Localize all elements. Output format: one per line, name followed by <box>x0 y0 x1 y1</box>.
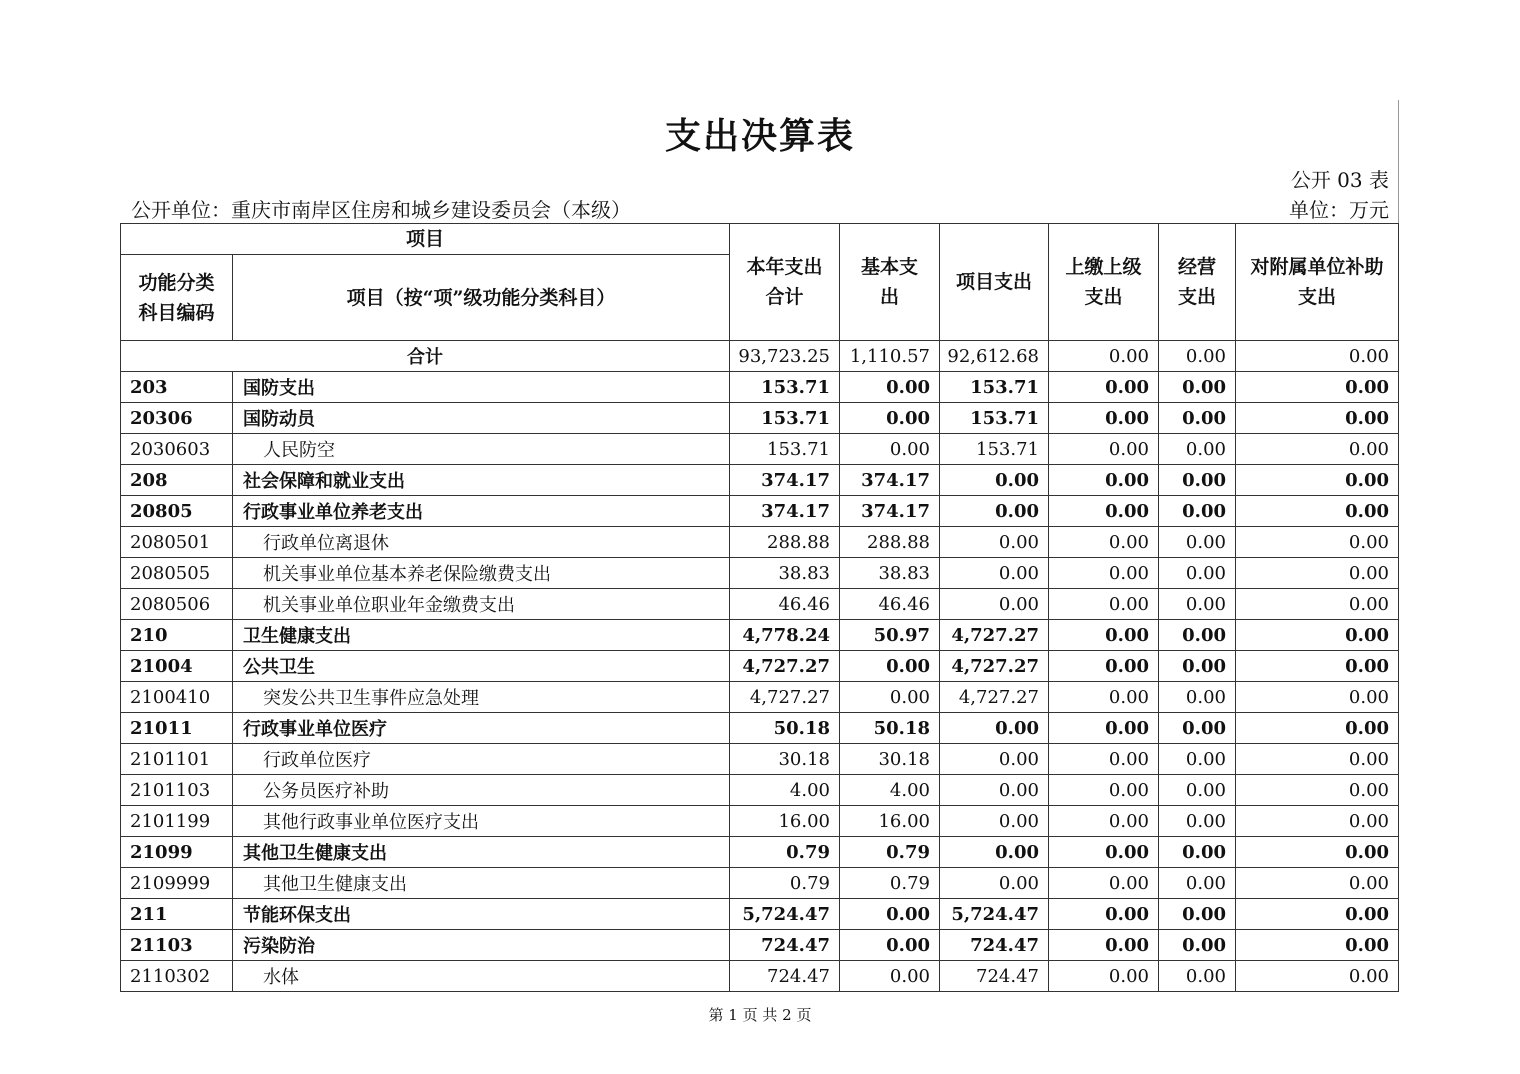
table-row <box>121 651 1399 682</box>
row-subsidy: 0.00 <box>1236 620 1399 651</box>
row-code: 208 <box>121 465 233 496</box>
row-business: 0.00 <box>1159 899 1236 930</box>
row-upper: 0.00 <box>1049 837 1159 868</box>
row-basic: 0.00 <box>840 372 940 403</box>
row-total: 153.71 <box>730 372 840 403</box>
row-project: 5,724.47 <box>940 899 1049 930</box>
row-upper: 0.00 <box>1049 775 1159 806</box>
row-basic: 0.00 <box>840 961 940 992</box>
row-project: 724.47 <box>940 961 1049 992</box>
reporting-unit: 公开单位：重庆市南岸区住房和城乡建设委员会（本级） <box>131 198 631 222</box>
row-business: 0.00 <box>1159 775 1236 806</box>
row-upper: 0.00 <box>1049 868 1159 899</box>
header-project: 项目 <box>121 224 730 255</box>
row-project: 0.00 <box>940 465 1049 496</box>
table-row <box>121 620 1399 651</box>
table-row <box>121 558 1399 589</box>
row-code: 21099 <box>121 837 233 868</box>
form-number: 公开 03 表 <box>1290 168 1389 192</box>
table-row <box>121 372 1399 403</box>
total-cell-basic: 1,110.57 <box>840 341 940 372</box>
row-name: 机关事业单位基本养老保险缴费支出 <box>233 558 730 589</box>
table-row <box>121 403 1399 434</box>
row-name: 节能环保支出 <box>233 899 730 930</box>
row-upper: 0.00 <box>1049 744 1159 775</box>
row-total: 30.18 <box>730 744 840 775</box>
row-project: 0.00 <box>940 868 1049 899</box>
row-basic: 50.97 <box>840 620 940 651</box>
row-total: 50.18 <box>730 713 840 744</box>
row-name: 国防动员 <box>233 403 730 434</box>
row-total: 724.47 <box>730 961 840 992</box>
row-total: 4.00 <box>730 775 840 806</box>
row-basic: 0.00 <box>840 930 940 961</box>
row-subsidy: 0.00 <box>1236 837 1399 868</box>
row-code: 2101199 <box>121 806 233 837</box>
header-code: 功能分类 科目编码 <box>121 255 233 341</box>
row-code: 20306 <box>121 403 233 434</box>
row-subsidy: 0.00 <box>1236 806 1399 837</box>
row-name: 公共卫生 <box>233 651 730 682</box>
total-cell-upper: 0.00 <box>1049 341 1159 372</box>
row-name: 其他行政事业单位医疗支出 <box>233 806 730 837</box>
row-subsidy: 0.00 <box>1236 558 1399 589</box>
row-project: 4,727.27 <box>940 682 1049 713</box>
row-basic: 0.79 <box>840 868 940 899</box>
row-subsidy: 0.00 <box>1236 589 1399 620</box>
row-project: 153.71 <box>940 372 1049 403</box>
row-subsidy: 0.00 <box>1236 899 1399 930</box>
page-footer: 第 1 页 共 2 页 <box>708 1006 812 1024</box>
header-project-expenditure: 项目支出 <box>940 224 1049 341</box>
row-business: 0.00 <box>1159 930 1236 961</box>
row-total: 288.88 <box>730 527 840 558</box>
row-business: 0.00 <box>1159 558 1236 589</box>
row-total: 4,727.27 <box>730 651 840 682</box>
row-name: 污染防治 <box>233 930 730 961</box>
row-business: 0.00 <box>1159 713 1236 744</box>
row-project: 724.47 <box>940 930 1049 961</box>
row-business: 0.00 <box>1159 434 1236 465</box>
header-basic: 基本支 出 <box>840 224 940 341</box>
table-row <box>121 806 1399 837</box>
row-business: 0.00 <box>1159 496 1236 527</box>
row-subsidy: 0.00 <box>1236 775 1399 806</box>
table-row <box>121 589 1399 620</box>
row-business: 0.00 <box>1159 682 1236 713</box>
total-cell-business: 0.00 <box>1159 341 1236 372</box>
row-code: 21011 <box>121 713 233 744</box>
row-project: 153.71 <box>940 403 1049 434</box>
row-business: 0.00 <box>1159 527 1236 558</box>
row-total: 38.83 <box>730 558 840 589</box>
table-row <box>121 868 1399 899</box>
row-code: 2109999 <box>121 868 233 899</box>
row-business: 0.00 <box>1159 868 1236 899</box>
row-basic: 38.83 <box>840 558 940 589</box>
row-code: 21004 <box>121 651 233 682</box>
row-upper: 0.00 <box>1049 620 1159 651</box>
row-basic: 50.18 <box>840 713 940 744</box>
row-total: 374.17 <box>730 496 840 527</box>
row-business: 0.00 <box>1159 744 1236 775</box>
row-total: 0.79 <box>730 868 840 899</box>
row-basic: 46.46 <box>840 589 940 620</box>
row-name: 突发公共卫生事件应急处理 <box>233 682 730 713</box>
row-basic: 374.17 <box>840 496 940 527</box>
row-basic: 30.18 <box>840 744 940 775</box>
row-total: 153.71 <box>730 403 840 434</box>
row-basic: 0.79 <box>840 837 940 868</box>
row-name: 机关事业单位职业年金缴费支出 <box>233 589 730 620</box>
row-basic: 288.88 <box>840 527 940 558</box>
row-upper: 0.00 <box>1049 403 1159 434</box>
row-upper: 0.00 <box>1049 930 1159 961</box>
row-business: 0.00 <box>1159 961 1236 992</box>
total-cell-total: 93,723.25 <box>730 341 840 372</box>
row-name: 国防支出 <box>233 372 730 403</box>
row-name: 行政事业单位医疗 <box>233 713 730 744</box>
table-row <box>121 775 1399 806</box>
row-upper: 0.00 <box>1049 558 1159 589</box>
row-total: 4,727.27 <box>730 682 840 713</box>
table-row <box>121 961 1399 992</box>
table-row <box>121 682 1399 713</box>
row-code: 2101103 <box>121 775 233 806</box>
table-row <box>121 899 1399 930</box>
row-basic: 0.00 <box>840 403 940 434</box>
row-project: 4,727.27 <box>940 651 1049 682</box>
row-code: 2110302 <box>121 961 233 992</box>
header-upper: 上缴上级 支出 <box>1049 224 1159 341</box>
row-business: 0.00 <box>1159 651 1236 682</box>
row-business: 0.00 <box>1159 837 1236 868</box>
row-basic: 4.00 <box>840 775 940 806</box>
row-code: 2101101 <box>121 744 233 775</box>
row-project: 0.00 <box>940 558 1049 589</box>
row-upper: 0.00 <box>1049 961 1159 992</box>
row-subsidy: 0.00 <box>1236 403 1399 434</box>
row-name: 卫生健康支出 <box>233 620 730 651</box>
row-project: 0.00 <box>940 527 1049 558</box>
table-row <box>121 434 1399 465</box>
page-title: 支出决算表 <box>664 115 855 157</box>
row-subsidy: 0.00 <box>1236 930 1399 961</box>
total-cell-project: 92,612.68 <box>940 341 1049 372</box>
row-upper: 0.00 <box>1049 682 1159 713</box>
row-name: 水体 <box>233 961 730 992</box>
row-subsidy: 0.00 <box>1236 527 1399 558</box>
row-name: 行政单位离退休 <box>233 527 730 558</box>
row-code: 21103 <box>121 930 233 961</box>
row-code: 2100410 <box>121 682 233 713</box>
row-name: 其他卫生健康支出 <box>233 837 730 868</box>
row-code: 2080506 <box>121 589 233 620</box>
row-code: 2030603 <box>121 434 233 465</box>
row-subsidy: 0.00 <box>1236 868 1399 899</box>
row-upper: 0.00 <box>1049 651 1159 682</box>
row-total: 4,778.24 <box>730 620 840 651</box>
row-upper: 0.00 <box>1049 713 1159 744</box>
money-unit: 单位：万元 <box>1289 198 1389 222</box>
row-total: 724.47 <box>730 930 840 961</box>
table-row <box>121 465 1399 496</box>
row-name: 行政事业单位养老支出 <box>233 496 730 527</box>
header-total: 本年支出 合计 <box>730 224 840 341</box>
row-subsidy: 0.00 <box>1236 434 1399 465</box>
row-business: 0.00 <box>1159 403 1236 434</box>
expenditure-table <box>120 223 1399 992</box>
row-project: 0.00 <box>940 496 1049 527</box>
row-subsidy: 0.00 <box>1236 961 1399 992</box>
row-subsidy: 0.00 <box>1236 651 1399 682</box>
row-name: 其他卫生健康支出 <box>233 868 730 899</box>
row-upper: 0.00 <box>1049 496 1159 527</box>
row-subsidy: 0.00 <box>1236 713 1399 744</box>
row-total: 5,724.47 <box>730 899 840 930</box>
table-row <box>121 744 1399 775</box>
row-code: 210 <box>121 620 233 651</box>
row-upper: 0.00 <box>1049 589 1159 620</box>
row-upper: 0.00 <box>1049 465 1159 496</box>
row-total: 374.17 <box>730 465 840 496</box>
row-name: 公务员医疗补助 <box>233 775 730 806</box>
row-name: 行政单位医疗 <box>233 744 730 775</box>
row-basic: 16.00 <box>840 806 940 837</box>
row-project: 0.00 <box>940 806 1049 837</box>
row-subsidy: 0.00 <box>1236 372 1399 403</box>
row-total: 16.00 <box>730 806 840 837</box>
row-name: 社会保障和就业支出 <box>233 465 730 496</box>
row-upper: 0.00 <box>1049 527 1159 558</box>
total-label: 合计 <box>121 341 730 372</box>
row-business: 0.00 <box>1159 620 1236 651</box>
row-basic: 0.00 <box>840 651 940 682</box>
row-code: 203 <box>121 372 233 403</box>
row-business: 0.00 <box>1159 372 1236 403</box>
table-row <box>121 496 1399 527</box>
header-business: 经营 支出 <box>1159 224 1236 341</box>
row-subsidy: 0.00 <box>1236 744 1399 775</box>
row-total: 46.46 <box>730 589 840 620</box>
total-cell-subsidy: 0.00 <box>1236 341 1399 372</box>
row-name: 人民防空 <box>233 434 730 465</box>
table-row <box>121 527 1399 558</box>
row-project: 0.00 <box>940 713 1049 744</box>
row-upper: 0.00 <box>1049 434 1159 465</box>
row-total: 153.71 <box>730 434 840 465</box>
row-subsidy: 0.00 <box>1236 496 1399 527</box>
row-upper: 0.00 <box>1049 372 1159 403</box>
row-basic: 374.17 <box>840 465 940 496</box>
header-row <box>121 224 1399 255</box>
row-upper: 0.00 <box>1049 899 1159 930</box>
row-subsidy: 0.00 <box>1236 465 1399 496</box>
row-code: 211 <box>121 899 233 930</box>
row-business: 0.00 <box>1159 589 1236 620</box>
row-code: 20805 <box>121 496 233 527</box>
row-project: 0.00 <box>940 589 1049 620</box>
row-code: 2080501 <box>121 527 233 558</box>
row-code: 2080505 <box>121 558 233 589</box>
total-row <box>121 341 1399 372</box>
row-subsidy: 0.00 <box>1236 682 1399 713</box>
row-total: 0.79 <box>730 837 840 868</box>
row-basic: 0.00 <box>840 682 940 713</box>
header-name: 项目（按“项”级功能分类科目） <box>233 255 730 341</box>
row-project: 0.00 <box>940 775 1049 806</box>
header-subsidy: 对附属单位补助 支出 <box>1236 224 1399 341</box>
row-project: 4,727.27 <box>940 620 1049 651</box>
table-row <box>121 930 1399 961</box>
row-basic: 0.00 <box>840 899 940 930</box>
row-project: 0.00 <box>940 744 1049 775</box>
row-upper: 0.00 <box>1049 806 1159 837</box>
row-business: 0.00 <box>1159 806 1236 837</box>
table-row <box>121 837 1399 868</box>
row-business: 0.00 <box>1159 465 1236 496</box>
row-basic: 0.00 <box>840 434 940 465</box>
row-project: 153.71 <box>940 434 1049 465</box>
row-project: 0.00 <box>940 837 1049 868</box>
table-row <box>121 713 1399 744</box>
